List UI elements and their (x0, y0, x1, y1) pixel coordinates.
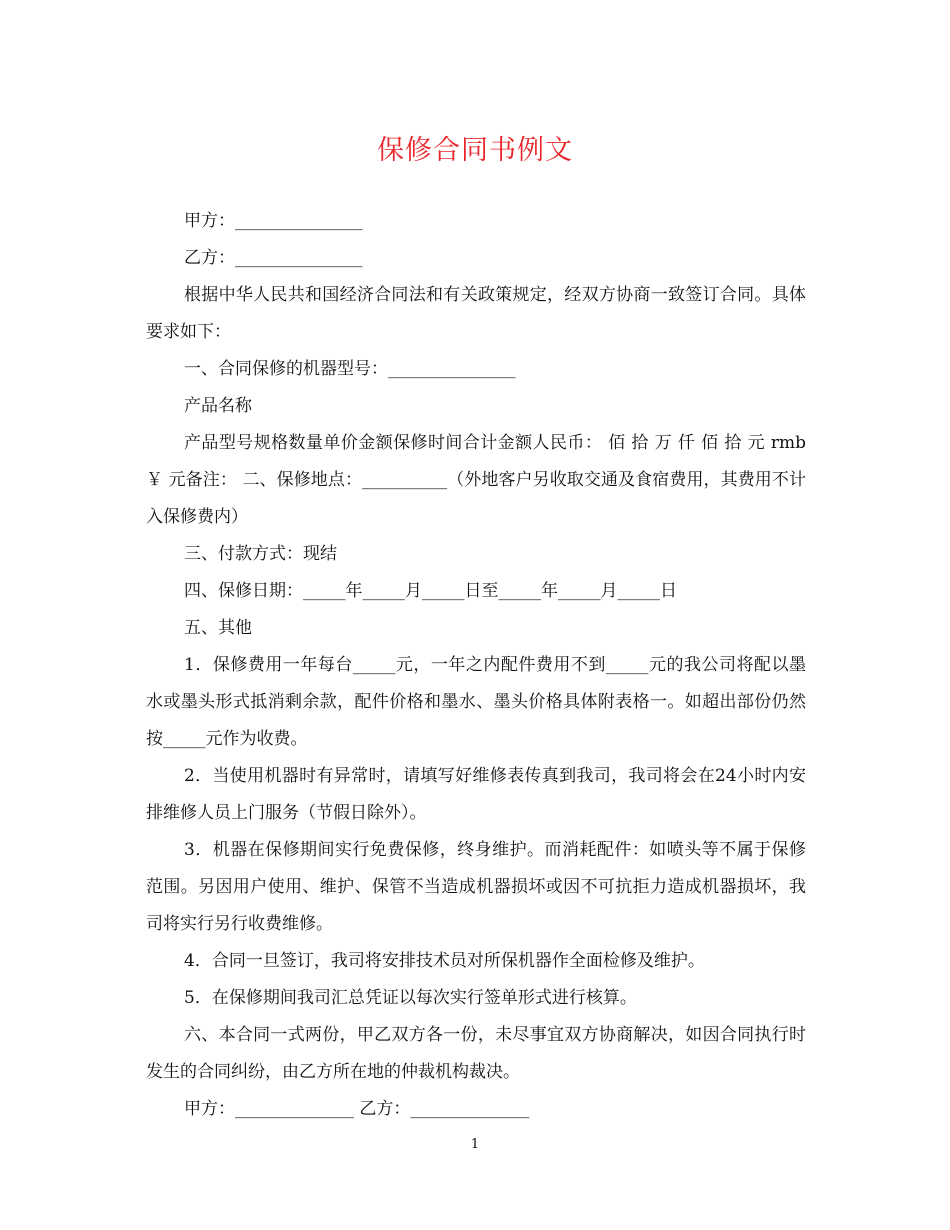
clause-5: 5．在保修期间我司汇总凭证以每次实行签单形式进行核算。 (184, 988, 637, 1008)
product-name-line: 产品名称 (184, 396, 252, 416)
clause-1: 1．保修费用一年每台_____元，一年之内配件费用不到_____元的我公司将配以墨水或墨头形式抵消剩余款，配件价格和墨水、墨头价格具体附表格一。如超出部份仍然按_____元作为收费。 (146, 655, 806, 749)
party-b-line: 乙方：_______________ (184, 248, 363, 268)
clause-4: 4．合同一旦签订，我司将安排技术员对所保机器作全面检修及维护。 (184, 951, 705, 971)
signature-line: 甲方：______________ 乙方：______________ (184, 1099, 530, 1119)
product-spec-paragraph: 产品型号规格数量单价金额保修时间合计金额人民币： 佰 拾 万 仟 佰 拾 元 rmb￥ 元备注： 二、保修地点：__________（外地客户另收取交通及食宿费用，其费用不计入保修费内） (146, 433, 806, 527)
party-a-line: 甲方：_______________ (184, 211, 363, 231)
document-body (146, 203, 806, 1128)
clause-2: 2．当使用机器时有异常时，请填写好维修表传真到我司，我司将会在24小时内安排维修人员上门服务（节假日除外）。 (146, 766, 806, 823)
section-six-paragraph: 六、本合同一式两份，甲乙双方各一份，未尽事宜双方协商解决，如因合同执行时发生的合同纠纷，由乙方所在地的仲裁机构裁决。 (146, 1025, 806, 1082)
warranty-date-line: 四、保修日期：_____年_____月_____日至_____年_____月_____日 (184, 581, 677, 601)
page-number: 1 (470, 1137, 480, 1152)
intro-paragraph: 根据中华人民共和国经济合同法和有关政策规定，经双方协商一致签订合同。具体要求如下： (146, 285, 806, 342)
machine-model-line: 一、合同保修的机器型号：_______________ (184, 359, 516, 379)
clause-3: 3．机器在保修期间实行免费保修，终身维护。而消耗配件：如喷头等不属于保修范围。另因用户使用、维护、保管不当造成机器损坏或因不可抗拒力造成机器损坏，我司将实行另行收费维修。 (146, 840, 806, 934)
payment-method-line: 三、付款方式：现结 (184, 544, 337, 564)
document-title: 保修合同书例文 (377, 135, 573, 166)
other-heading: 五、其他 (184, 618, 252, 638)
